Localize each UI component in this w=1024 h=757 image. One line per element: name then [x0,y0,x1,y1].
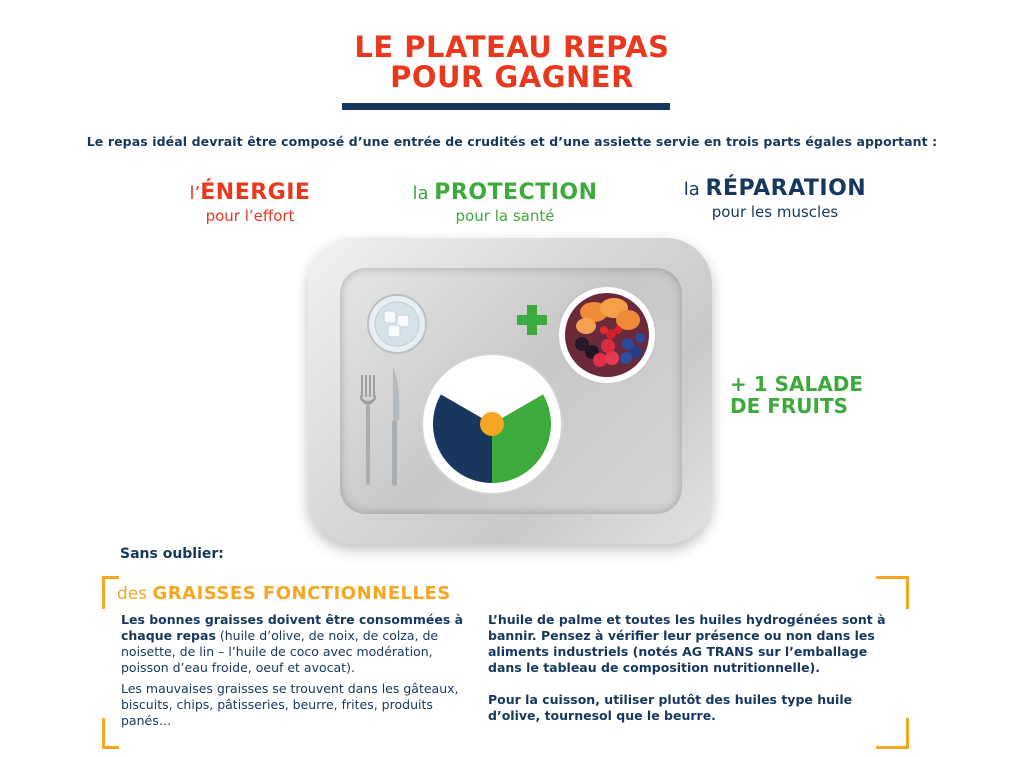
plus-icon [515,303,549,337]
graisses-right-column [488,612,888,740]
category-sub: pour les muscles [711,203,839,221]
water-glass-icon [366,293,428,355]
category-prefix: la [412,183,435,204]
sans-oublier-label: Sans oublier: [120,546,224,562]
category-sub: pour l’effort [205,207,295,225]
title-line-2: POUR GAGNER [390,60,634,94]
category-prefix: la [683,179,706,200]
category-protection [380,180,630,225]
corner-bracket [876,576,909,609]
category-prefix: l’ [189,183,201,204]
graisses-left-rest: (huile d’olive, de noix, de colza, de noisette, de lin – l’huile de coco avec modération, poisson d’eau froide, oeuf et avocat). [121,628,439,675]
category-main: RÉPARATION [705,176,867,201]
graisses-main: GRAISSES FONCTIONNELLES [152,583,451,604]
salade-de-fruits-label [730,373,890,417]
graisses-left-bold: Les bonnes graisses doivent être consommées à chaque repas [121,612,464,643]
category-main: ÉNERGIE [200,180,311,205]
salade-line-1: + 1 SALADE [730,372,863,396]
graisses-prefix: des [117,584,153,604]
fruit-bowl-icon [556,284,658,386]
category-energie [150,180,350,225]
page-title [0,32,1024,92]
graisses-heading [117,583,451,604]
cutlery-icon [355,365,415,490]
title-underline [342,103,670,110]
plate-pie-icon [420,352,564,496]
graisses-right-paragraph-2: Pour la cuisson, utiliser plutôt des huiles type huile d’olive, tournesol que le beurre. [488,692,853,723]
graisses-left-paragraph-2: Les mauvaises graisses se trouvent dans les gâteaux, biscuits, chips, pâtisseries, beurre, frites, produits panés… [121,681,459,728]
category-reparation [640,176,910,221]
category-main: PROTECTION [434,180,598,205]
title-line-1: LE PLATEAU REPAS [354,30,670,64]
graisses-left-column [121,612,476,734]
intro-text: Le repas idéal devrait être composé d’une entrée de crudités et d’une assiette servie en trois parts égales apportant : [86,134,938,149]
graisses-left-paragraph-1 [121,612,476,676]
salade-line-2: DE FRUITS [730,394,849,418]
graisses-right-paragraph-1: L’huile de palme et toutes les huiles hydrogénées sont à bannir. Pensez à vérifier leur présence ou non dans les aliments industriels (notés AG TRANS sur l’emballage dans le tableau de composition nutritionnelle). [488,612,886,675]
category-sub: pour la santé [455,207,555,225]
corner-bracket [102,718,119,749]
